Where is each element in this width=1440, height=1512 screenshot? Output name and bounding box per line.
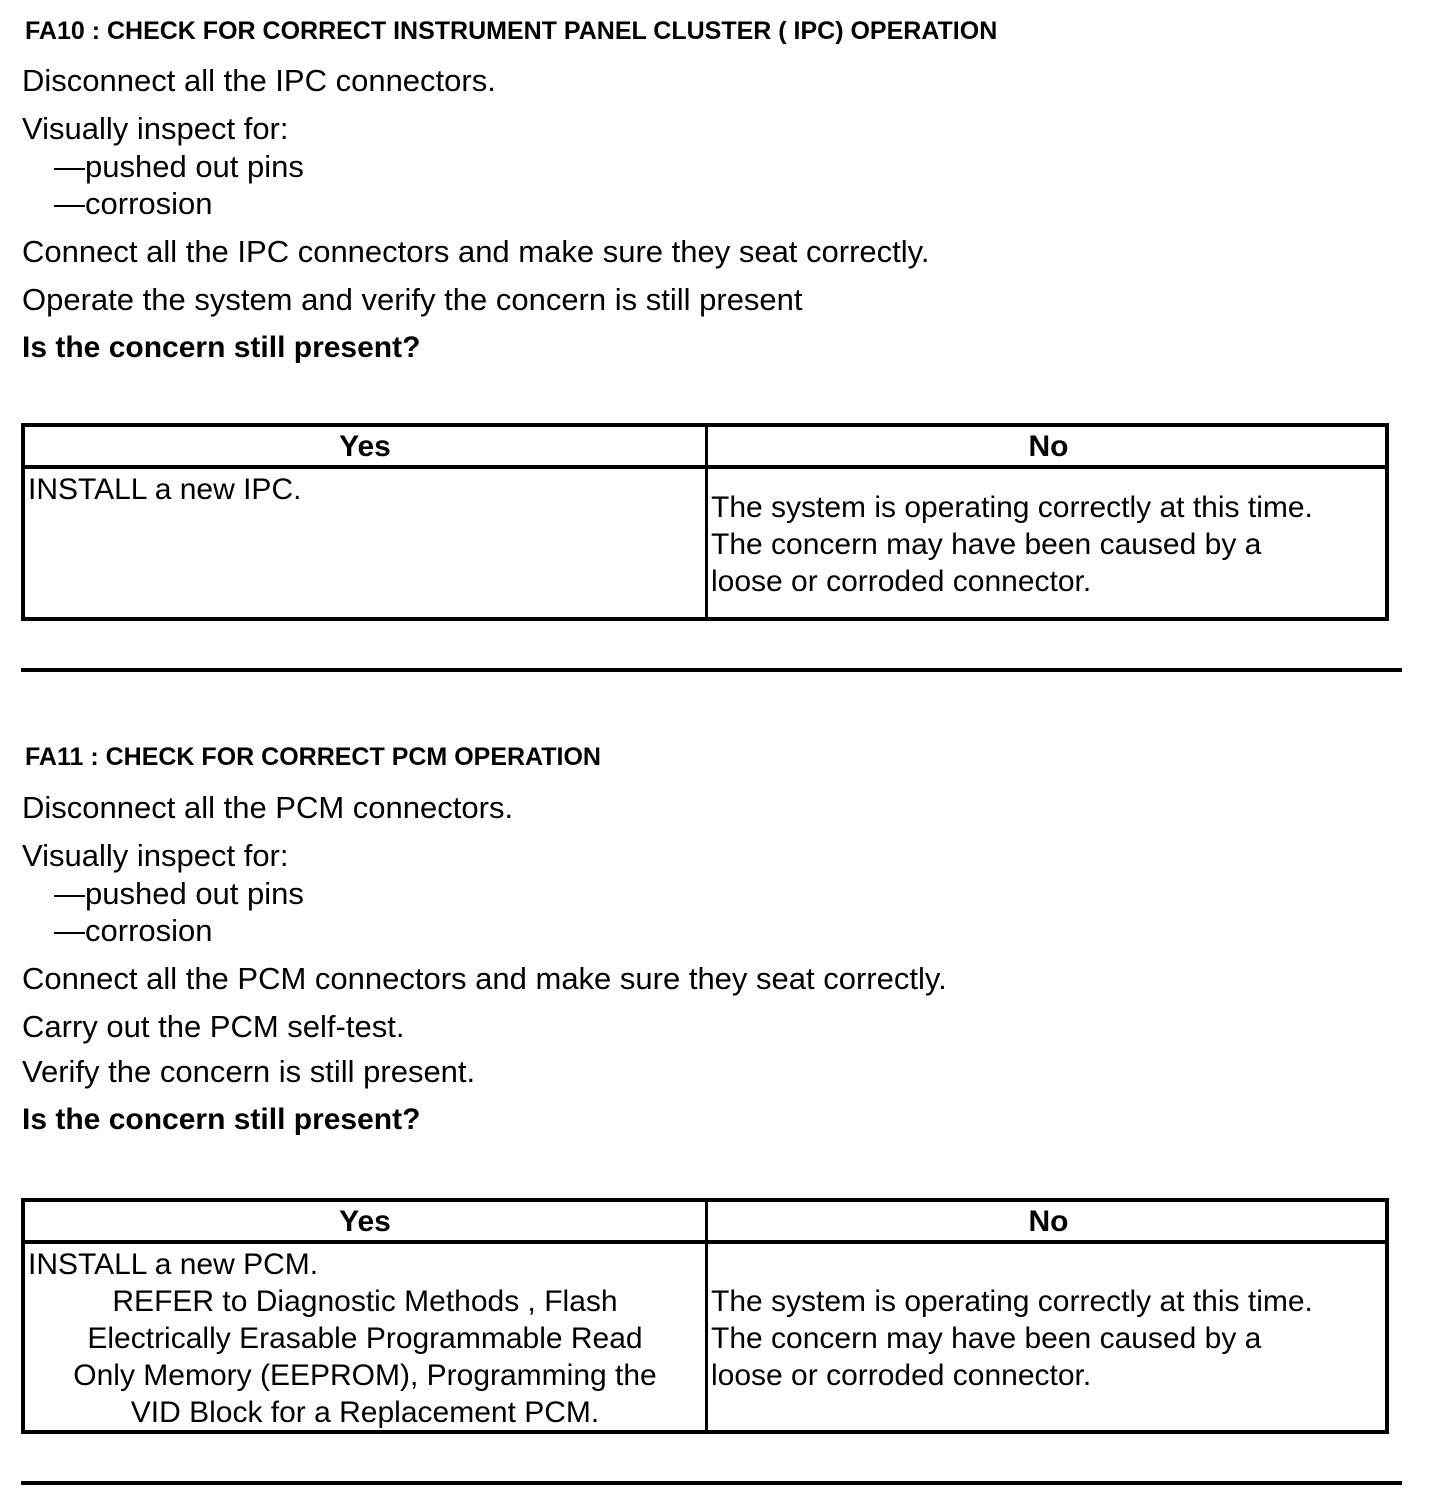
fa10-step-inspect: Visually inspect for: — [22, 111, 289, 146]
fa10-yes-action: INSTALL a new IPC. — [28, 473, 302, 506]
fa11-yes-action — [28, 1246, 702, 1431]
fa11-step-verify: Verify the concern is still present. — [22, 1054, 476, 1089]
fa11-result-table — [21, 1198, 1389, 1434]
fa11-yes-line: VID Block for a Replacement PCM. — [130, 1396, 600, 1429]
fa11-no-action — [711, 1283, 1387, 1394]
fa10-yes-header: Yes — [339, 430, 391, 463]
fa11-question: Is the concern still present? — [22, 1103, 421, 1136]
fa11-heading: FA11 : CHECK FOR CORRECT PCM OPERATION — [25, 743, 601, 771]
fa10-heading: FA10 : CHECK FOR CORRECT INSTRUMENT PANEL CLUSTER ( IPC) OPERATION — [25, 17, 998, 45]
fa11-step-inspect: Visually inspect for: — [22, 838, 289, 873]
fa10-no-header: No — [1028, 430, 1069, 463]
fa10-no-line: loose or corroded connector. — [711, 565, 1092, 598]
fa11-no-line: The system is operating correctly at this time. — [711, 1285, 1313, 1318]
fa10-result-table — [21, 423, 1389, 621]
fa10-step-connect: Connect all the IPC connectors and make sure they seat correctly. — [22, 234, 930, 269]
section-divider — [21, 1481, 1402, 1485]
fa10-question: Is the concern still present? — [22, 331, 421, 364]
fa11-yes-first-line: INSTALL a new PCM. — [28, 1248, 319, 1281]
fa10-step-disconnect: Disconnect all the IPC connectors. — [22, 63, 496, 98]
fa11-step-self-test: Carry out the PCM self-test. — [22, 1009, 405, 1044]
fa11-yes-line: REFER to Diagnostic Methods , Flash — [112, 1285, 618, 1318]
fa11-step-disconnect: Disconnect all the PCM connectors. — [22, 790, 514, 825]
fa10-bullet-corrosion: —corrosion — [54, 186, 213, 221]
table-header-rule — [25, 465, 1385, 469]
fa11-yes-line: Only Memory (EEPROM), Programming the — [73, 1359, 657, 1392]
table-header-rule — [25, 1240, 1385, 1244]
fa10-no-line: The system is operating correctly at this time. — [711, 491, 1313, 524]
fa11-yes-header: Yes — [339, 1205, 391, 1238]
fa11-bullet-pins: —pushed out pins — [54, 876, 304, 911]
fa10-no-line: The concern may have been caused by a — [711, 528, 1262, 561]
fa11-no-header: No — [1028, 1205, 1069, 1238]
fa11-yes-line: Electrically Erasable Programmable Read — [87, 1322, 643, 1355]
fa11-step-connect: Connect all the PCM connectors and make sure they seat correctly. — [22, 961, 947, 996]
fa10-no-action — [711, 489, 1387, 600]
fa10-bullet-pins: —pushed out pins — [54, 149, 304, 184]
fa11-no-line: loose or corroded connector. — [711, 1359, 1092, 1392]
fa10-step-operate: Operate the system and verify the concern is still present — [22, 282, 803, 317]
fa11-no-line: The concern may have been caused by a — [711, 1322, 1262, 1355]
fa11-yes-refer-block — [28, 1283, 702, 1431]
fa11-bullet-corrosion: —corrosion — [54, 913, 213, 948]
section-divider — [21, 668, 1402, 672]
